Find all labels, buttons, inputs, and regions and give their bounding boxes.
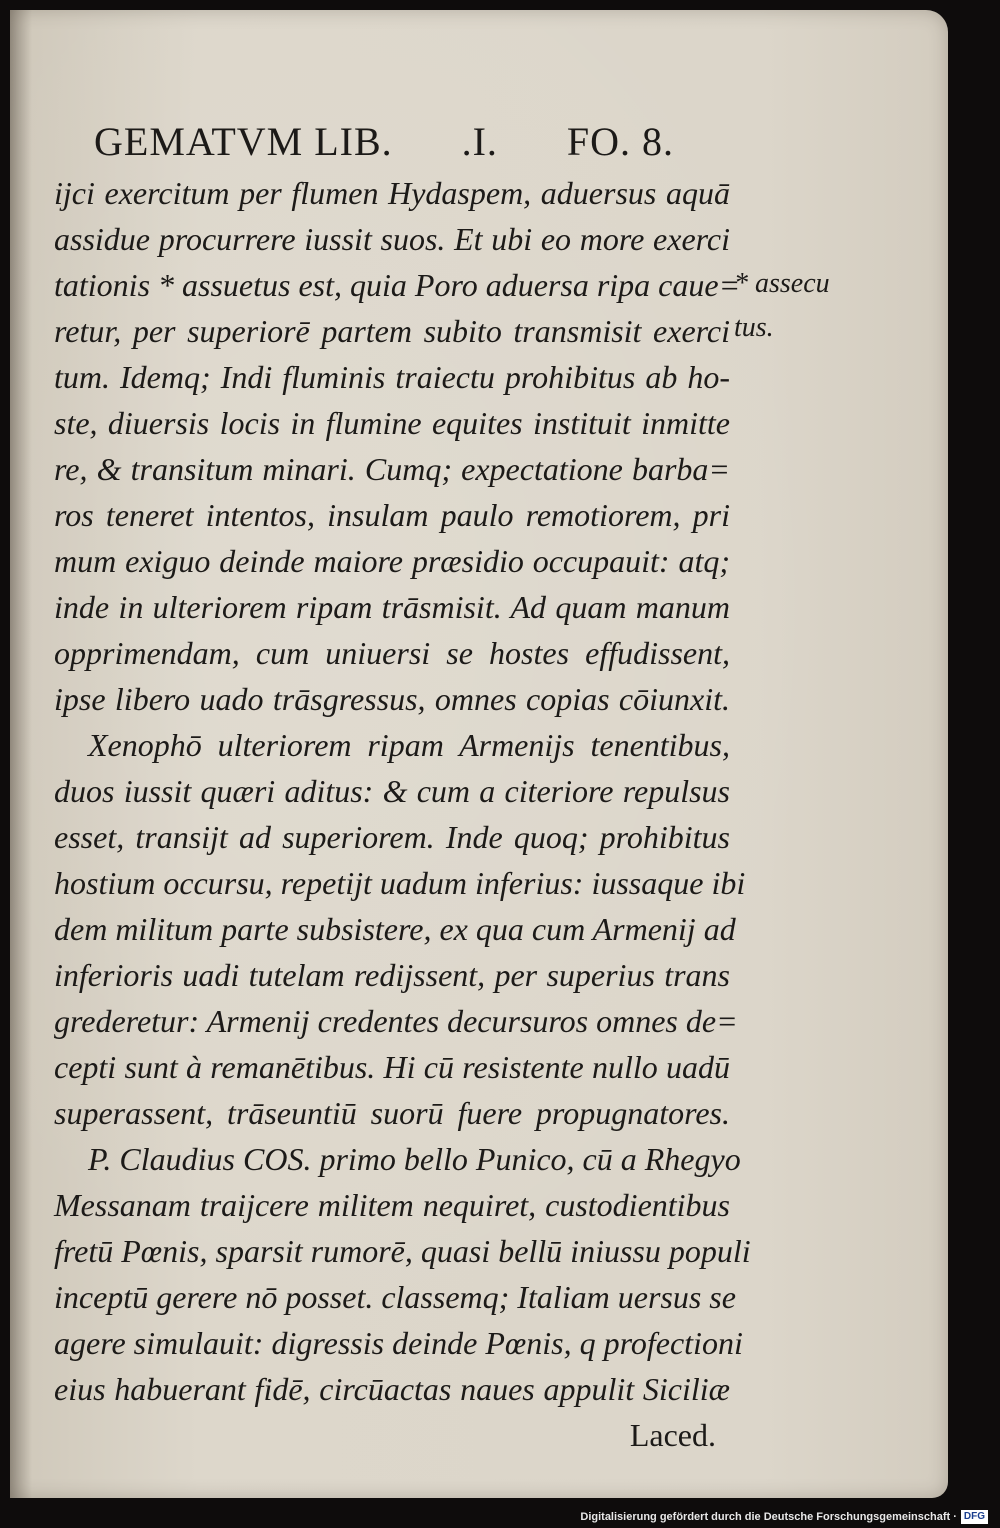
text-line: grederetur: Armenij credentes decursuros omnes de= [54,1003,738,1039]
text-line: re, & transitum minari. Cumq; expectatione barba= [54,451,730,487]
text-line: dem militum parte subsistere, ex qua cum Armenij ad [54,911,736,947]
text-line: agere simulauit: digressis deinde Pœnis, q profectioni [54,1325,743,1361]
text-line: Xenophō ulteriorem ripam Armenijs tenentibus, [88,727,730,763]
text-line: ipse libero uado trāsgressus, omnes copias cōiunxit. [54,681,730,717]
book-page [10,10,948,1498]
header-title: GEMATVM LIB. [94,118,393,164]
margin-note-line: tus. [734,312,774,343]
text-line: duos iussit quæri aditus: & cum a citeriore repulsus [54,773,730,809]
page-gutter-shadow [10,10,32,1498]
body-text [54,170,751,1458]
text-line: fretū Pœnis, sparsit rumorē, quasi bellū iniussu populi [54,1233,751,1269]
text-line: inceptū gerere nō posset. classemq; Italiam uersus se [54,1279,736,1315]
catchword: Laced. [629,1417,716,1453]
text-line: assidue procurrere iussit suos. Et ubi eo more exerci [54,221,730,257]
text-line: ijci exercitum per flumen Hydaspem, aduersus aquā [54,175,730,211]
text-line: cepti sunt à remanētibus. Hi cū resistente nullo uadū [54,1049,730,1085]
text-line: retur, per superiorē partem subito transmisit exerci [54,313,730,349]
text-line: esset, transijt ad superiorem. Inde quoq; prohibitus [54,819,730,855]
text-line: ros teneret intentos, insulam paulo remotiorem, pri [54,497,730,533]
margin-note-line: * assecu [734,268,830,299]
text-line: mum exiguo deinde maiore præsidio occupauit: atq; [54,543,730,579]
header-folio: FO. 8. [566,118,674,164]
margin-note [734,262,874,350]
footer-credit: Digitalisierung gefördert durch die Deutsche Forschungsgemeinschaft · [580,1511,957,1523]
text-line: tationis * assuetus est, quia Poro aduersa ripa caue= [54,267,741,303]
text-line: P. Claudius COS. primo bello Punico, cū a Rhegyo [88,1141,741,1177]
text-line: opprimendam, cum uniuersi se hostes effudissent, [54,635,730,671]
text-line: inde in ulteriorem ripam trāsmisit. Ad quam manum [54,589,730,625]
text-line: ste, diuersis locis in flumine equites instituit inmitte [54,405,730,441]
digitization-footer [580,1508,988,1526]
header-book-number: .I. [461,118,498,164]
text-line: Messanam traijcere militem nequiret, custodientibus [54,1187,730,1223]
text-line: inferioris uadi tutelam redijssent, per superius trans [54,957,730,993]
text-line: hostium occursu, repetijt uadum inferius: iussaque ibi [54,865,746,901]
text-line: tum. Idemq; Indi fluminis traiectu prohibitus ab ho- [54,359,730,395]
text-line: superassent, trāseuntiū suorū fuere propugnatores. [54,1095,730,1131]
dfg-logo-icon: DFG [961,1510,988,1524]
running-header [94,114,674,168]
text-line: eius habuerant fidē, circūactas naues appulit Siciliæ [54,1371,730,1407]
